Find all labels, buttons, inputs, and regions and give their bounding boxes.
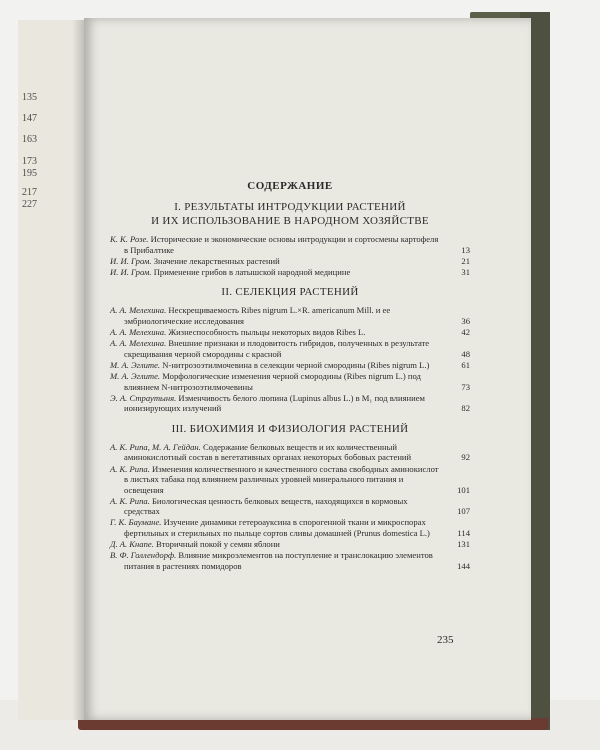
entry-title: Исторические и экономические основы интродукции и сортосмены картофеля в Прибалтике [124, 234, 439, 255]
page-folio: 235 [437, 634, 454, 646]
section-heading: II. СЕЛЕКЦИЯ РАСТЕНИЙ [221, 286, 359, 299]
entry-title: Содержание белковых веществ и их количественный аминокислотный состав в вегетативных органах некоторых бобовых растений [124, 441, 412, 463]
toc-entry [110, 327, 470, 338]
entry-page: 13 [461, 244, 470, 255]
entry-page: 131 [457, 539, 470, 550]
toc-section [110, 285, 470, 413]
toc-entry [110, 496, 470, 517]
entry-title: Нескрещиваемость Ribes nigrum L.×R. americanum Mill. и ее эмбриологические исследования [124, 305, 391, 326]
left-page-number: 227 [22, 199, 37, 210]
toc-section [110, 422, 470, 572]
toc-entry [110, 234, 470, 255]
entry-title: Вторичный покой у семян яблони [156, 539, 280, 550]
entry-title: Применение грибов в латышской народной медицине [153, 266, 351, 277]
toc-entry [110, 360, 470, 371]
entry-author: А. А. Мелехина. [110, 327, 167, 338]
section-heading: III. БИОХИМИЯ И ФИЗИОЛОГИЯ РАСТЕНИЙ [171, 422, 409, 435]
entry-author: И. И. Гром. [110, 266, 152, 277]
entry-title: Изменения количественного и качественного состава свободных аминокислот в листьях табака под влиянием различных уровней минерального питания и освещения [124, 463, 439, 495]
entry-title: N-нитрозоэтилмочевина в селекции черной смородины (Ribes nigrum L.) [162, 359, 430, 370]
toc-entry [110, 338, 470, 359]
toc-entry [110, 464, 470, 496]
entry-page: 101 [457, 484, 470, 495]
entry-author: В. Ф. Голлендорф. [110, 550, 177, 561]
toc-title: СОДЕРЖАНИЕ [247, 180, 333, 192]
left-page-number: 147 [22, 113, 37, 124]
entry-author: А. К. Рипа, М. А. Гейдан. [110, 441, 201, 452]
entry-title: Влияние микроэлементов на поступление и транслокацию элементов питания в растениях помидоров [124, 550, 433, 571]
entry-author: М. А. Эглите. [110, 370, 161, 381]
entry-author: А. К. Рипа. [110, 463, 150, 474]
left-page-number: 135 [22, 92, 37, 103]
entry-title: Внешние признаки и плодовитость гибридов, полученных в результате скрещивания черной смородины с красной [124, 338, 430, 359]
toc-entry [110, 539, 470, 550]
entry-page: 42 [461, 327, 470, 338]
toc-entry [110, 393, 470, 414]
table-of-contents [110, 180, 470, 572]
entry-page: 31 [461, 266, 470, 277]
entry-title: Морфологические изменения черной смородины (Ribes nigrum L.) под влиянием N-нитрозоэтилмочевины [124, 370, 421, 392]
entry-page: 21 [461, 255, 470, 266]
entry-author: А. К. Рипа. [110, 495, 150, 506]
toc-entry [110, 305, 470, 326]
entry-page: 92 [461, 452, 470, 463]
toc-section [110, 200, 470, 277]
left-page-number: 163 [22, 134, 37, 145]
entry-page: 48 [461, 348, 470, 359]
entry-title: Жизнеспособность пыльцы некоторых видов Ribes L. [168, 327, 366, 338]
toc-entry [110, 550, 470, 571]
entry-author: К. К. Розе. [110, 234, 149, 244]
entry-page: 73 [461, 381, 470, 392]
entry-author: А. А. Мелехина. [110, 305, 167, 316]
entry-page: 107 [457, 506, 470, 517]
entry-page: 114 [457, 528, 470, 539]
toc-entry [110, 371, 470, 392]
section-heading: I. РЕЗУЛЬТАТЫ ИНТРОДУКЦИИ РАСТЕНИЙ И ИХ ИСПОЛЬЗОВАНИЕ В НАРОДНОМ ХОЗЯЙСТВЕ [151, 201, 429, 227]
entry-page: 82 [461, 403, 470, 414]
entry-title: Биологическая ценность белковых веществ, находящихся в кормовых средствах [124, 495, 408, 517]
left-page-number: 173 [22, 156, 37, 167]
entry-page: 144 [457, 560, 470, 571]
toc-entry [110, 517, 470, 538]
entry-author: Г. К. Бауманe. [110, 517, 162, 528]
left-page-number: 195 [22, 168, 37, 179]
entry-author: А. А. Мелехина. [110, 338, 167, 349]
toc-entry [110, 442, 470, 463]
entry-author: И. И. Гром. [110, 255, 152, 266]
entry-page: 61 [461, 359, 470, 370]
entry-author: М. А. Эглите. [110, 359, 161, 370]
entry-author: Э. А. Страутыня. [110, 392, 177, 403]
left-page-number: 217 [22, 187, 37, 198]
entry-author: Д. А. Кнапе. [110, 539, 154, 550]
entry-title: Изучение динамики гетероауксина в спорогенной ткани и микроспорах фертильных и стерильных по пыльце сортов сливы домашней (Prunus domestica L.) [124, 517, 430, 539]
entry-page: 36 [461, 315, 470, 326]
entry-title: Значение лекарственных растений [153, 255, 280, 266]
toc-entry [110, 256, 470, 267]
toc-entry [110, 267, 470, 278]
entry-title: Изменчивость белого люпина (Lupinus albus L.) в M₁ под влиянием ионизирующих излучений [124, 392, 425, 414]
